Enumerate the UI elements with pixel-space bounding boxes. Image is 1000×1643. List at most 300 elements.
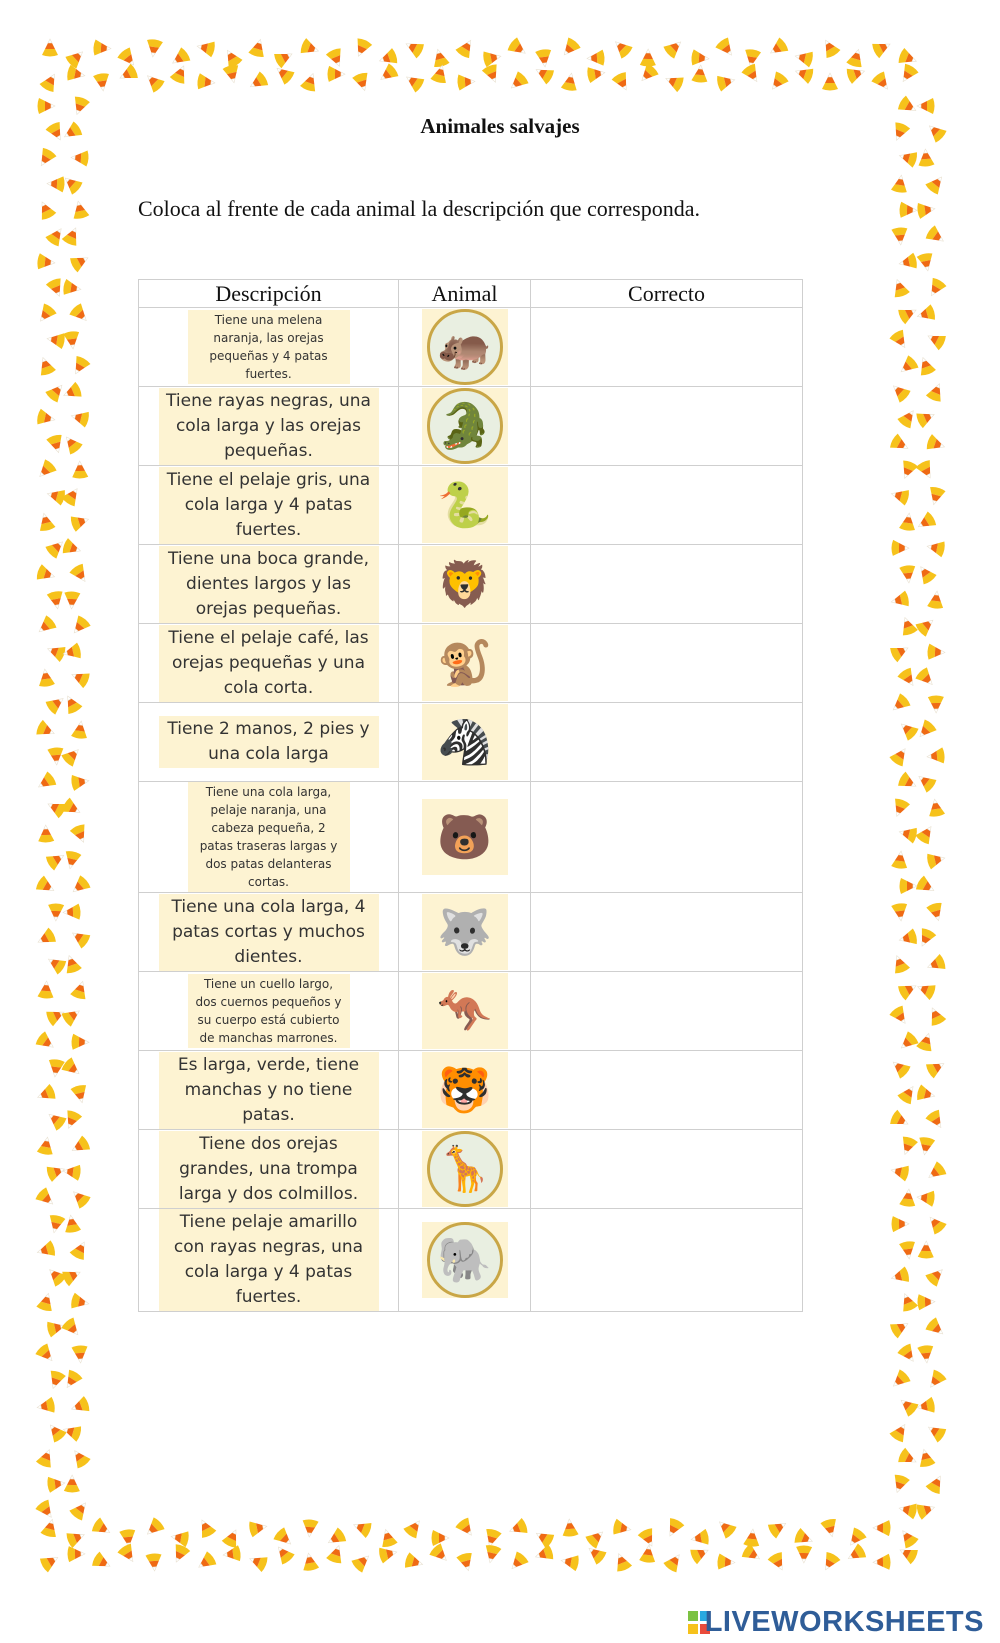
description-card[interactable]: Tiene el pelaje café, las orejas pequeñas y una cola corta. <box>159 625 379 702</box>
candy-corn-icon <box>69 667 91 689</box>
candy-corn-icon <box>299 38 321 59</box>
candy-corn-icon <box>916 1447 936 1468</box>
candy-corn-icon <box>899 1188 917 1207</box>
candy-corn-icon <box>34 302 57 326</box>
description-card[interactable]: Tiene una melena naranja, las orejas pequeñas y 4 patas fuertes. <box>188 310 350 384</box>
answer-slot[interactable] <box>531 625 802 701</box>
table-row <box>139 1051 803 1130</box>
candy-corn-icon <box>506 37 530 60</box>
description-card[interactable]: Tiene una cola larga, pelaje naranja, una cabeza pequeña, 2 patas traseras largas y dos patas delanteras cortas. <box>188 782 350 892</box>
candy-corn-icon <box>716 72 737 92</box>
candy-corn-icon <box>888 692 912 716</box>
candy-corn-icon <box>36 1397 56 1416</box>
candy-corn-icon <box>915 459 937 482</box>
candy-corn-icon <box>889 1420 912 1443</box>
candy-corn-icon <box>117 1543 140 1566</box>
candy-corn-icon <box>60 1316 84 1340</box>
candy-corn-icon <box>168 47 192 70</box>
candy-corn-icon <box>896 354 920 378</box>
answer-drop-zone[interactable] <box>531 387 803 466</box>
candy-corn-icon <box>925 953 947 974</box>
candy-corn-icon <box>34 147 57 170</box>
candy-corn-icon <box>39 70 62 93</box>
candy-corn-icon <box>558 36 582 60</box>
description-cell <box>139 782 399 893</box>
animal-cell <box>399 1209 531 1312</box>
candy-corn-icon <box>890 277 911 299</box>
candy-corn-icon <box>532 63 555 85</box>
candy-corn-icon <box>248 1518 268 1537</box>
header-description: Descripción <box>139 280 399 308</box>
candy-corn-icon <box>927 590 945 609</box>
candy-corn-icon <box>38 98 56 114</box>
candy-corn-icon <box>170 1529 190 1548</box>
candy-corn-icon <box>69 1396 91 1417</box>
description-cell <box>139 1130 399 1209</box>
candy-corn-icon <box>456 1552 476 1573</box>
candy-corn-icon <box>507 1517 529 1538</box>
candy-corn-icon <box>889 1004 912 1028</box>
animal-cell <box>399 545 531 624</box>
candy-corn-icon <box>914 511 937 534</box>
candy-corn-icon <box>925 1004 947 1027</box>
candy-corn-icon <box>916 1031 937 1053</box>
candy-corn-icon <box>69 355 92 378</box>
candy-corn-icon <box>221 1526 243 1549</box>
description-cell <box>139 703 399 782</box>
candy-corn-icon <box>46 434 66 455</box>
candy-corn-icon <box>61 381 83 403</box>
candy-corn-icon <box>888 1368 912 1392</box>
description-cell <box>139 1051 399 1130</box>
candy-corn-icon <box>116 46 139 70</box>
candy-corn-icon <box>899 1240 917 1260</box>
candy-corn-icon <box>377 48 399 69</box>
answer-drop-zone[interactable] <box>531 703 803 782</box>
candy-corn-icon <box>351 37 373 59</box>
candy-corn-icon <box>34 458 58 482</box>
candy-corn-icon <box>69 823 91 845</box>
description-cell <box>139 1209 399 1312</box>
candy-corn-icon <box>222 64 242 85</box>
candy-corn-icon <box>67 1546 85 1562</box>
candy-corn-icon <box>889 590 910 610</box>
candy-corn-icon <box>897 148 918 168</box>
candy-corn-icon <box>327 66 345 82</box>
candy-corn-icon <box>46 1369 67 1391</box>
answer-slot[interactable] <box>531 467 802 543</box>
candy-corn-icon <box>871 37 894 59</box>
candy-corn-icon <box>610 36 634 60</box>
candy-corn-icon <box>819 36 842 59</box>
animal-picture <box>422 625 508 701</box>
matching-table <box>138 279 803 1312</box>
candy-corn-icon <box>42 39 58 57</box>
animal-picture <box>422 894 508 970</box>
candy-corn-icon <box>690 1529 710 1548</box>
table-row <box>139 466 803 545</box>
candy-corn-icon <box>560 1553 580 1572</box>
candy-corn-icon <box>873 1554 891 1571</box>
candy-corn-icon <box>61 692 83 715</box>
candy-corn-icon <box>924 225 948 248</box>
candy-corn-icon <box>71 1345 88 1364</box>
description-cell <box>139 466 399 545</box>
candy-corn-icon <box>91 1517 114 1540</box>
candy-corn-icon <box>402 37 425 59</box>
candy-corn-icon <box>93 39 112 56</box>
candy-corn-icon <box>352 71 373 93</box>
candy-corn-icon <box>378 1527 398 1548</box>
candy-corn-icon <box>325 47 347 69</box>
answer-drop-zone[interactable] <box>531 1209 803 1312</box>
candy-corn-icon <box>72 461 89 479</box>
candy-corn-icon <box>376 62 400 85</box>
candy-corn-icon <box>899 512 917 532</box>
animal-cell <box>399 703 531 782</box>
candy-corn-icon <box>116 63 139 85</box>
animal-cell <box>399 972 531 1051</box>
candy-corn-icon <box>45 224 68 248</box>
description-card[interactable]: Tiene dos orejas grandes, una trompa larga y dos colmillos. <box>159 1131 379 1208</box>
candy-corn-icon <box>586 65 606 84</box>
candy-corn-icon <box>35 719 57 741</box>
candy-corn-icon <box>924 1420 947 1443</box>
candy-corn-icon <box>68 302 92 326</box>
description-cell <box>139 387 399 466</box>
answer-slot[interactable] <box>531 546 802 622</box>
candy-corn-icon <box>891 227 908 246</box>
candy-corn-icon <box>48 903 64 921</box>
candy-corn-icon <box>272 62 296 85</box>
candy-corn-icon <box>44 1420 67 1444</box>
animal-cell <box>399 466 531 545</box>
candy-corn-icon <box>68 1498 91 1522</box>
candy-corn-icon <box>37 1136 56 1156</box>
candy-corn-icon <box>35 1240 56 1260</box>
candy-corn-icon <box>35 355 56 377</box>
candy-corn-icon <box>925 1057 948 1079</box>
animal-picture <box>422 1052 508 1128</box>
candy-corn-icon <box>402 70 425 93</box>
candy-corn-icon <box>898 252 918 271</box>
candy-corn-icon <box>61 484 84 508</box>
candy-corn-icon <box>611 1551 632 1573</box>
candy-corn-icon <box>925 1472 947 1495</box>
candy-corn-icon <box>506 1550 530 1574</box>
candy-corn-icon <box>68 926 91 949</box>
candy-corn-icon <box>246 71 269 94</box>
candy-corn-icon <box>767 1517 790 1540</box>
candy-corn-icon <box>925 381 947 403</box>
candy-corn-icon <box>915 304 936 324</box>
candy-corn-icon <box>925 277 948 300</box>
answer-drop-zone[interactable] <box>531 545 803 624</box>
bear-icon: 🐻 <box>437 812 492 863</box>
answer-drop-zone[interactable] <box>531 1130 803 1209</box>
candy-corn-icon <box>897 1082 920 1105</box>
elephant-icon: 🐘 <box>427 1222 503 1298</box>
candy-corn-icon <box>70 200 89 220</box>
answer-slot[interactable] <box>531 799 802 875</box>
candy-corn-icon <box>897 1447 920 1469</box>
candy-corn-icon <box>691 64 708 83</box>
candy-corn-icon <box>917 98 935 114</box>
candy-corn-icon <box>61 797 84 819</box>
table-row <box>139 1209 803 1312</box>
answer-drop-zone[interactable] <box>531 893 803 972</box>
candy-corn-icon <box>926 747 945 764</box>
animal-picture <box>422 704 508 780</box>
header-animal: Animal <box>399 280 531 308</box>
candy-corn-icon <box>897 979 920 1001</box>
candy-corn-icon <box>69 1238 91 1261</box>
candy-corn-icon <box>69 408 90 428</box>
candy-corn-icon <box>611 71 633 94</box>
candy-corn-icon <box>378 1544 399 1564</box>
candy-corn-icon <box>889 953 910 975</box>
candy-corn-icon <box>889 641 912 663</box>
candy-corn-icon <box>324 1527 347 1550</box>
lion-icon: 🦁 <box>437 559 492 610</box>
candy-corn-icon <box>896 1526 919 1550</box>
animal-cell <box>399 624 531 703</box>
candy-corn-icon <box>36 511 56 532</box>
candy-corn-icon <box>169 1543 191 1566</box>
candy-corn-icon <box>717 1553 736 1570</box>
candy-corn-icon <box>71 1034 89 1051</box>
candy-corn-icon <box>897 824 918 844</box>
candy-corn-icon <box>915 407 937 429</box>
candy-corn-icon <box>916 201 936 219</box>
candy-corn-icon <box>39 1551 62 1574</box>
candy-corn-icon <box>61 1265 84 1287</box>
table-row <box>139 1130 803 1209</box>
candy-corn-icon <box>915 875 938 898</box>
candy-corn-icon <box>47 1475 66 1493</box>
candy-corn-icon <box>918 1241 935 1259</box>
candy-corn-icon <box>689 1543 712 1565</box>
candy-corn-icon <box>70 1084 90 1105</box>
candy-corn-icon <box>561 72 580 92</box>
candy-corn-icon <box>767 1551 789 1574</box>
candy-corn-icon <box>68 614 92 638</box>
table-row <box>139 387 803 466</box>
candy-corn-icon <box>70 979 91 1001</box>
candy-corn-icon <box>639 1544 657 1563</box>
candy-corn-icon <box>890 1473 911 1495</box>
candy-corn-icon <box>350 1550 374 1574</box>
candy-corn-icon <box>70 149 89 166</box>
candy-corn-icon <box>34 1031 58 1054</box>
description-card[interactable]: Es larga, verde, tiene manchas y no tiene patas. <box>159 1052 379 1129</box>
candy-corn-icon <box>793 64 815 85</box>
answer-slot[interactable] <box>531 1052 802 1128</box>
candy-corn-icon <box>457 73 476 90</box>
candy-corn-icon <box>916 1397 936 1416</box>
candy-corn-icon <box>402 1516 425 1540</box>
candy-corn-icon <box>743 1528 761 1547</box>
description-card[interactable]: Tiene un cuello largo, dos cuernos pequeños y su cuerpo está cubierto de manchas marrones. <box>188 974 350 1048</box>
description-card[interactable]: Tiene rayas negras, una cola larga y las orejas pequeñas. <box>159 388 379 465</box>
description-card[interactable]: Tiene 2 manos, 2 pies y una cola larga <box>159 716 379 768</box>
candy-corn-icon <box>34 614 58 638</box>
answer-drop-zone[interactable] <box>531 972 803 1051</box>
candy-corn-icon <box>897 615 918 637</box>
candy-corn-icon <box>64 1475 80 1493</box>
candy-corn-icon <box>145 1553 162 1572</box>
liveworksheets-brand[interactable]: LIVEWORKSHEETS <box>704 1606 984 1638</box>
candy-corn-icon <box>45 849 68 872</box>
answer-drop-zone[interactable] <box>531 624 803 703</box>
description-card[interactable]: Tiene una boca grande, dientes largos y las orejas pequeñas. <box>159 546 379 623</box>
candy-corn-icon <box>64 46 88 70</box>
description-cell <box>139 893 399 972</box>
candy-corn-icon <box>535 49 553 68</box>
candy-corn-icon <box>898 1500 918 1519</box>
candy-corn-icon <box>820 1518 840 1539</box>
candy-corn-icon <box>888 1056 912 1080</box>
candy-corn-icon <box>924 172 947 196</box>
candy-corn-icon <box>455 36 478 59</box>
candy-corn-icon <box>891 174 910 194</box>
candy-corn-icon <box>914 770 938 793</box>
candy-corn-icon <box>63 1214 82 1234</box>
candy-corn-icon <box>35 1447 56 1469</box>
candy-corn-icon <box>142 70 166 94</box>
candy-corn-icon <box>194 1551 218 1574</box>
candy-corn-icon <box>61 538 83 559</box>
candy-corn-icon <box>873 1520 891 1536</box>
candy-corn-icon <box>714 1516 738 1540</box>
candy-corn-icon <box>62 1163 81 1181</box>
animal-picture <box>422 467 508 543</box>
candy-corn-icon <box>897 771 920 793</box>
candy-corn-icon <box>326 1543 347 1565</box>
candy-corn-icon <box>273 47 296 69</box>
answer-drop-zone[interactable] <box>531 466 803 545</box>
candy-corn-icon <box>70 773 90 791</box>
candy-corn-icon <box>69 512 91 533</box>
candy-corn-icon <box>916 1084 937 1104</box>
candy-corn-icon <box>917 148 934 167</box>
candy-corn-icon <box>915 979 937 1000</box>
candy-corn-icon <box>481 63 503 85</box>
candy-corn-icon <box>917 1345 935 1364</box>
animal-cell <box>399 308 531 387</box>
candy-corn-icon <box>197 73 216 91</box>
candy-corn-icon <box>889 486 910 506</box>
description-card[interactable]: Tiene pelaje amarillo con rayas negras, una cola larga y 4 patas fuertes. <box>159 1209 379 1311</box>
candy-corn-icon <box>915 822 938 845</box>
giraffe-icon: 🦒 <box>427 1131 503 1207</box>
candy-corn-icon <box>928 695 944 713</box>
candy-corn-icon <box>897 1342 920 1366</box>
candy-corn-icon <box>896 63 919 86</box>
answer-slot[interactable] <box>531 309 802 385</box>
candy-corn-icon <box>915 355 936 377</box>
candy-corn-icon <box>891 903 909 922</box>
answer-drop-zone[interactable] <box>531 1051 803 1130</box>
candy-corn-icon <box>44 380 68 404</box>
candy-corn-icon <box>45 641 67 662</box>
monkey-icon: 🐒 <box>437 638 492 689</box>
candy-corn-icon <box>796 1545 812 1563</box>
candy-corn-icon <box>889 433 912 455</box>
description-cell <box>139 624 399 703</box>
candy-corn-icon <box>62 850 82 871</box>
candy-corn-icon <box>914 614 938 638</box>
candy-corn-icon <box>35 1083 57 1104</box>
candy-corn-icon <box>916 252 935 272</box>
candy-corn-icon <box>844 1526 867 1550</box>
table-row <box>139 703 803 782</box>
candy-corn-icon <box>68 1135 91 1158</box>
candy-corn-icon <box>44 692 68 715</box>
candy-corn-icon <box>34 1186 58 1210</box>
answer-slot[interactable] <box>531 704 802 780</box>
candy-corn-icon <box>34 1342 58 1366</box>
candy-corn-icon <box>68 1186 92 1210</box>
table-row <box>139 782 803 893</box>
answer-slot[interactable] <box>531 973 802 1049</box>
candy-corn-icon <box>40 1517 60 1538</box>
description-card[interactable]: Tiene una cola larga, 4 patas cortas y muchos dientes. <box>159 894 379 971</box>
candy-corn-icon <box>482 48 502 67</box>
candy-corn-icon <box>35 564 57 585</box>
candy-corn-icon <box>766 37 789 60</box>
wolf-icon: 🐺 <box>437 907 492 958</box>
candy-corn-icon <box>915 927 937 950</box>
answer-slot[interactable] <box>531 1131 802 1207</box>
description-card[interactable]: Tiene el pelaje gris, una cola larga y 4 patas fuertes. <box>159 467 379 544</box>
animal-picture <box>422 309 508 385</box>
candy-corn-icon <box>195 1516 217 1539</box>
candy-corn-icon <box>891 540 909 556</box>
candy-corn-icon <box>34 927 57 949</box>
answer-slot[interactable] <box>531 1222 802 1298</box>
answer-slot[interactable] <box>531 388 802 464</box>
candy-corn-icon <box>844 1543 867 1566</box>
candy-corn-icon <box>897 1291 918 1313</box>
candy-corn-icon <box>663 1550 686 1574</box>
candy-corn-icon <box>432 1530 450 1546</box>
candy-corn-icon <box>793 48 814 68</box>
answer-slot[interactable] <box>531 894 802 970</box>
candy-corn-icon <box>741 63 764 86</box>
animal-picture <box>422 1222 508 1298</box>
candy-corn-icon <box>46 331 66 350</box>
candy-corn-icon <box>926 538 946 557</box>
animal-cell <box>399 1130 531 1209</box>
answer-drop-zone[interactable] <box>531 308 803 387</box>
candy-corn-icon <box>662 36 686 60</box>
answer-drop-zone[interactable] <box>531 782 803 893</box>
candy-corn-icon <box>248 37 268 58</box>
candy-corn-icon <box>896 1030 920 1054</box>
candy-corn-icon <box>37 253 56 271</box>
candy-corn-icon <box>69 251 92 273</box>
candy-corn-icon <box>819 1551 842 1574</box>
candy-corn-icon <box>62 279 82 298</box>
candy-corn-icon <box>896 1394 920 1418</box>
candy-corn-icon <box>889 1162 910 1182</box>
candy-corn-icon <box>69 562 92 585</box>
candy-corn-icon <box>63 904 81 921</box>
table-row <box>139 893 803 972</box>
table-row <box>139 545 803 624</box>
candy-corn-icon <box>584 1526 608 1550</box>
